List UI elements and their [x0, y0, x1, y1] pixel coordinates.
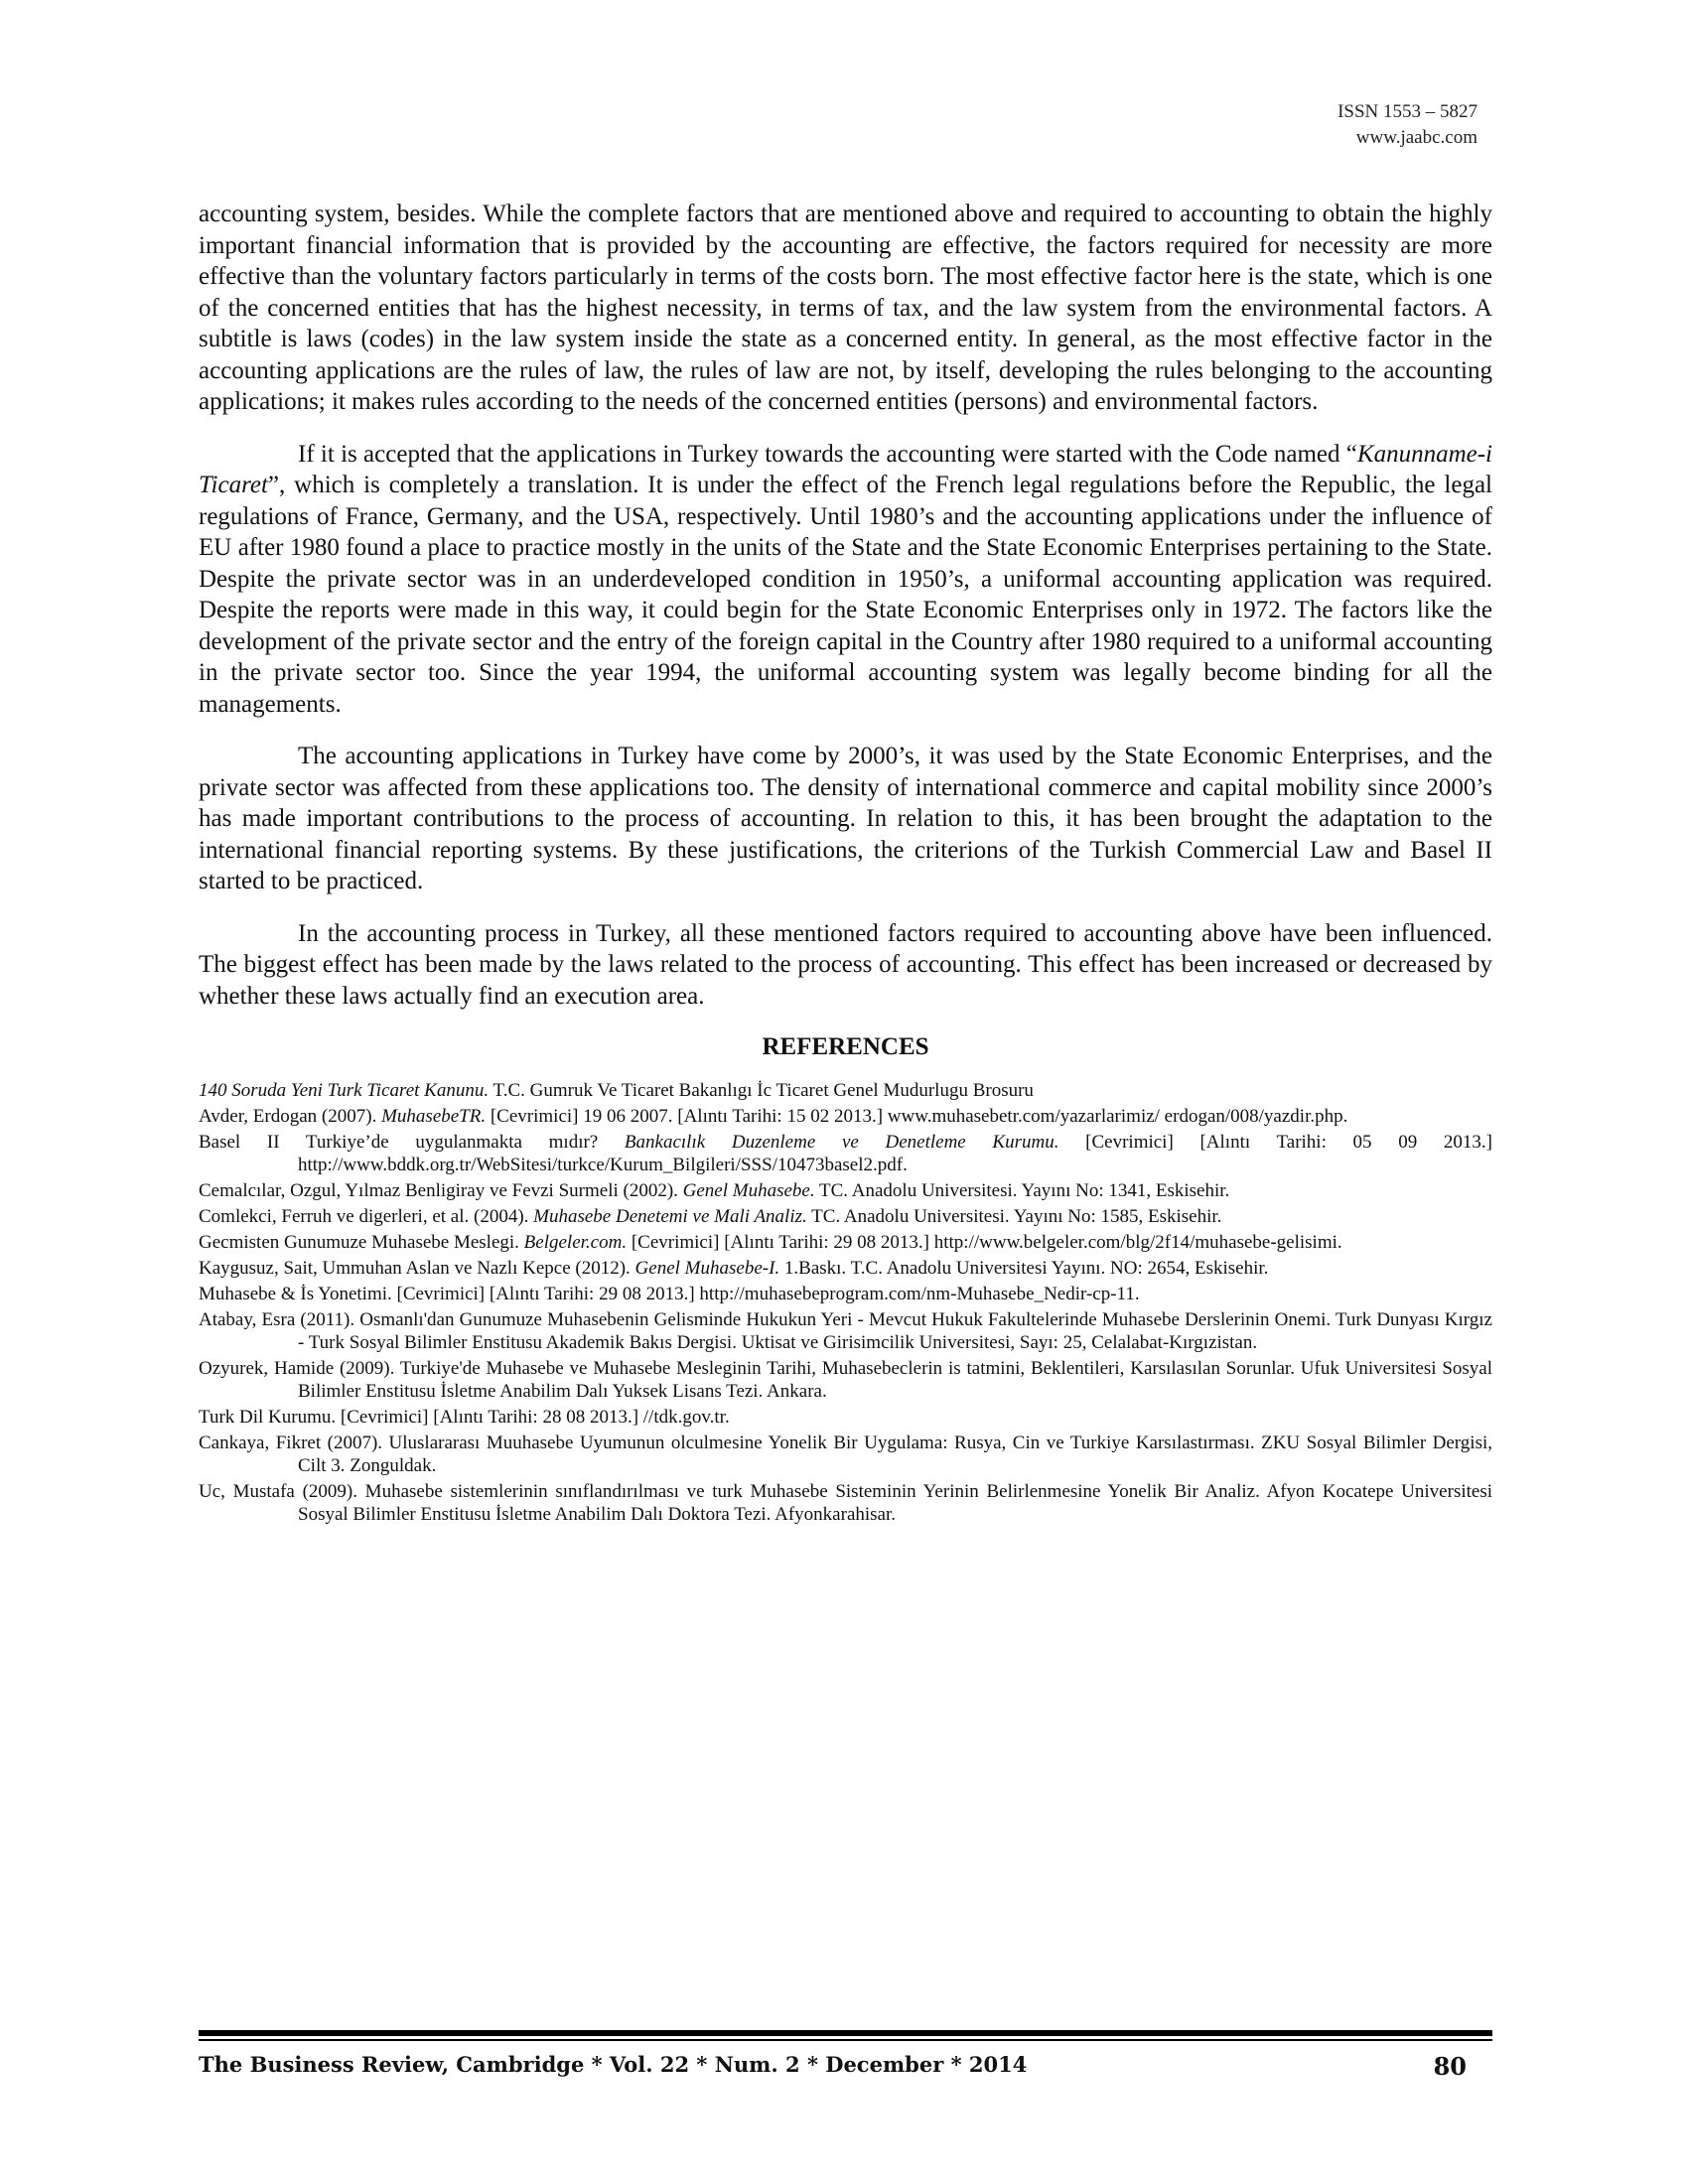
- reference-item: 140 Soruda Yeni Turk Ticaret Kanunu. T.C. Gumruk Ve Ticaret Bakanlıgı İc Ticaret Genel Mudurlugu Brosuru: [199, 1080, 1034, 1101]
- paragraph-2: [199, 439, 1492, 721]
- reference-item: Basel II Turkiye’de uygulanmakta mıdır? Bankacılık Duzenleme ve Denetleme Kurumu. [Cevrimici] [Alıntı Tarihi: 05 09 2013.] http://www.bddk.org.tr/WebSitesi/turkce/Kurum_Bilgileri/SSS/10473basel2.pdf.: [199, 1132, 1492, 1175]
- reference-item: Ozyurek, Hamide (2009). Turkiye'de Muhasebe ve Muhasebe Mesleginin Tarihi, Muhasebeclerin is tatmini, Beklentileri, Karsılasılan Sorunlar. Ufuk Universitesi Sosyal Bilimler Enstitusu İsletme Anabilim Dalı Yuksek Lisans Tezi. Ankara.: [199, 1358, 1492, 1402]
- paragraph-3: The accounting applications in Turkey have come by 2000’s, it was used by the State Economic Enterprises, and the private sector was affected from these applications too. The density of international commerce and capital mobility since 2000’s has made important contributions to the process of accounting. In relation to this, it has been brought the adaptation to the international financial reporting systems. By these justifications, the criterions of the Turkish Commercial Law and Basel II started to be practiced.: [199, 743, 1492, 894]
- paragraph-2-text-b: ”, which is completely a translation. It is under the effect of the French legal regulations before the Republic, the legal regulations of France, Germany, and the USA, respectively. Until 1980’s and the accounting applications under the influence of EU after 1980 found a place to practice mostly in the units of the State and the State Economic Enterprises pertaining to the State. Despite the private sector was in an underdeveloped condition in 1950’s, a uniformal accounting application was required. Despite the reports were made in this way, it could begin for the State Economic Enterprises only in 1972. The factors like the development of the private sector and the entry of the foreign capital in the Country after 1980 required to a uniformal accounting in the private sector too. Since the year 1994, the uniformal accounting system was legally become binding for all the managements.: [199, 472, 1492, 718]
- reference-item: Gecmisten Gunumuze Muhasebe Meslegi. Belgeler.com. [Cevrimici] [Alıntı Tarihi: 29 08 2013.] http://www.belgeler.com/blg/2f14/muhasebe-gelisimi.: [199, 1232, 1342, 1253]
- reference-item: Cankaya, Fikret (2007). Uluslararası Muuhasebe Uyumunun olculmesine Yonelik Bir Uygulama: Rusya, Cin ve Turkiye Karsılastırması. ZKU Sosyal Bilimler Dergisi, Cilt 3. Zonguldak.: [199, 1433, 1492, 1476]
- journal-header: [1337, 99, 1477, 151]
- reference-list: [199, 1079, 1492, 1526]
- paragraph-2-text-a: If it is accepted that the applications in Turkey towards the accounting were started with the Code named “: [298, 440, 1357, 468]
- references-heading: REFERENCES: [762, 1033, 929, 1060]
- reference-item: Uc, Mustafa (2009). Muhasebe sistemlerinin sınıflandırılması ve turk Muhasebe Sisteminin Yerinin Belirlenmesine Yonelik Bir Analiz. Afyon Kocatepe Universitesi Sosyal Bilimler Enstitusu İsletme Anabilim Dalı Doktora Tezi. Afyonkarahisar.: [199, 1481, 1492, 1525]
- footer-divider-thick: [199, 2030, 1492, 2036]
- reference-item: Atabay, Esra (2011). Osmanlı'dan Gunumuze Muhasebenin Gelisminde Hukukun Yeri - Mevcut Hukuk Fakultelerinde Muhasebe Derslerinin Onemi. Turk Dunyası Kırgız - Turk Sosyal Bilimler Enstitusu Akademik Bakıs Dergisi. Uktisat ve Girisimcilik Universitesi, Sayı: 25, Celalabat-Kırgızistan.: [199, 1309, 1492, 1353]
- journal-url: www.jaabc.com: [1355, 127, 1477, 148]
- paragraph-4: In the accounting process in Turkey, all these mentioned factors required to accounting above have been influenced. The biggest effect has been made by the laws related to the process of accounting. This effect has been increased or decreased by whether these laws actually find an execution area.: [199, 919, 1492, 1010]
- reference-item: Kaygusuz, Sait, Ummuhan Aslan ve Nazlı Kepce (2012). Genel Muhasebe-I. 1.Baskı. T.C. Anadolu Universitesi Yayını. NO: 2654, Eskisehir.: [199, 1258, 1269, 1279]
- paragraph-2-italic-title: Kanunname-i Ticaret: [199, 440, 1492, 498]
- issn-label: ISSN 1553 – 5827: [1337, 101, 1477, 122]
- footer-divider-thin: [199, 2039, 1492, 2041]
- reference-item: Turk Dil Kurumu. [Cevrimici] [Alıntı Tarihi: 28 08 2013.] //tdk.gov.tr.: [199, 1407, 730, 1428]
- footer-journal-info: The Business Review, Cambridge * Vol. 22 * Num. 2 * December * 2014: [199, 2052, 1028, 2077]
- reference-item: Cemalcılar, Ozgul, Yılmaz Benligiray ve Fevzi Surmeli (2002). Genel Muhasebe. TC. Anadolu Universitesi. Yayını No: 1341, Eskisehir.: [199, 1180, 1230, 1201]
- reference-item: Comlekci, Ferruh ve digerleri, et al. (2004). Muhasebe Denetemi ve Mali Analiz. TC. Anadolu Universitesi. Yayını No: 1585, Eskisehir.: [199, 1206, 1222, 1227]
- reference-item: Avder, Erdogan (2007). MuhasebeTR. [Cevrimici] 19 06 2007. [Alıntı Tarihi: 15 02 2013.] www.muhasebetr.com/yazarlarimiz/ erdogan/008/yazdir.php.: [199, 1106, 1348, 1127]
- page-number: 80: [1433, 2052, 1467, 2081]
- reference-item: Muhasebe & İs Yonetimi. [Cevrimici] [Alıntı Tarihi: 29 08 2013.] http://muhasebeprogram.com/nm-Muhasebe_Nedir-cp-11.: [199, 1284, 1140, 1304]
- article-body: [199, 199, 1492, 1529]
- paragraph-1: accounting system, besides. While the complete factors that are mentioned above and required to accounting to obtain the highly important financial information that is provided by the accounting are effective, the factors required for necessity are more effective than the voluntary factors particularly in terms of the costs born. The most effective factor here is the state, which is one of the concerned entities that has the highest necessity, in terms of tax, and the law system from the environmental factors. A subtitle is laws (codes) in the law system inside the state as a concerned entity. In general, as the most effective factor in the accounting applications are the rules of law, the rules of law are not, by itself, developing the rules belonging to the accounting applications; it makes rules according to the needs of the concerned entities (persons) and environmental factors.: [199, 201, 1492, 415]
